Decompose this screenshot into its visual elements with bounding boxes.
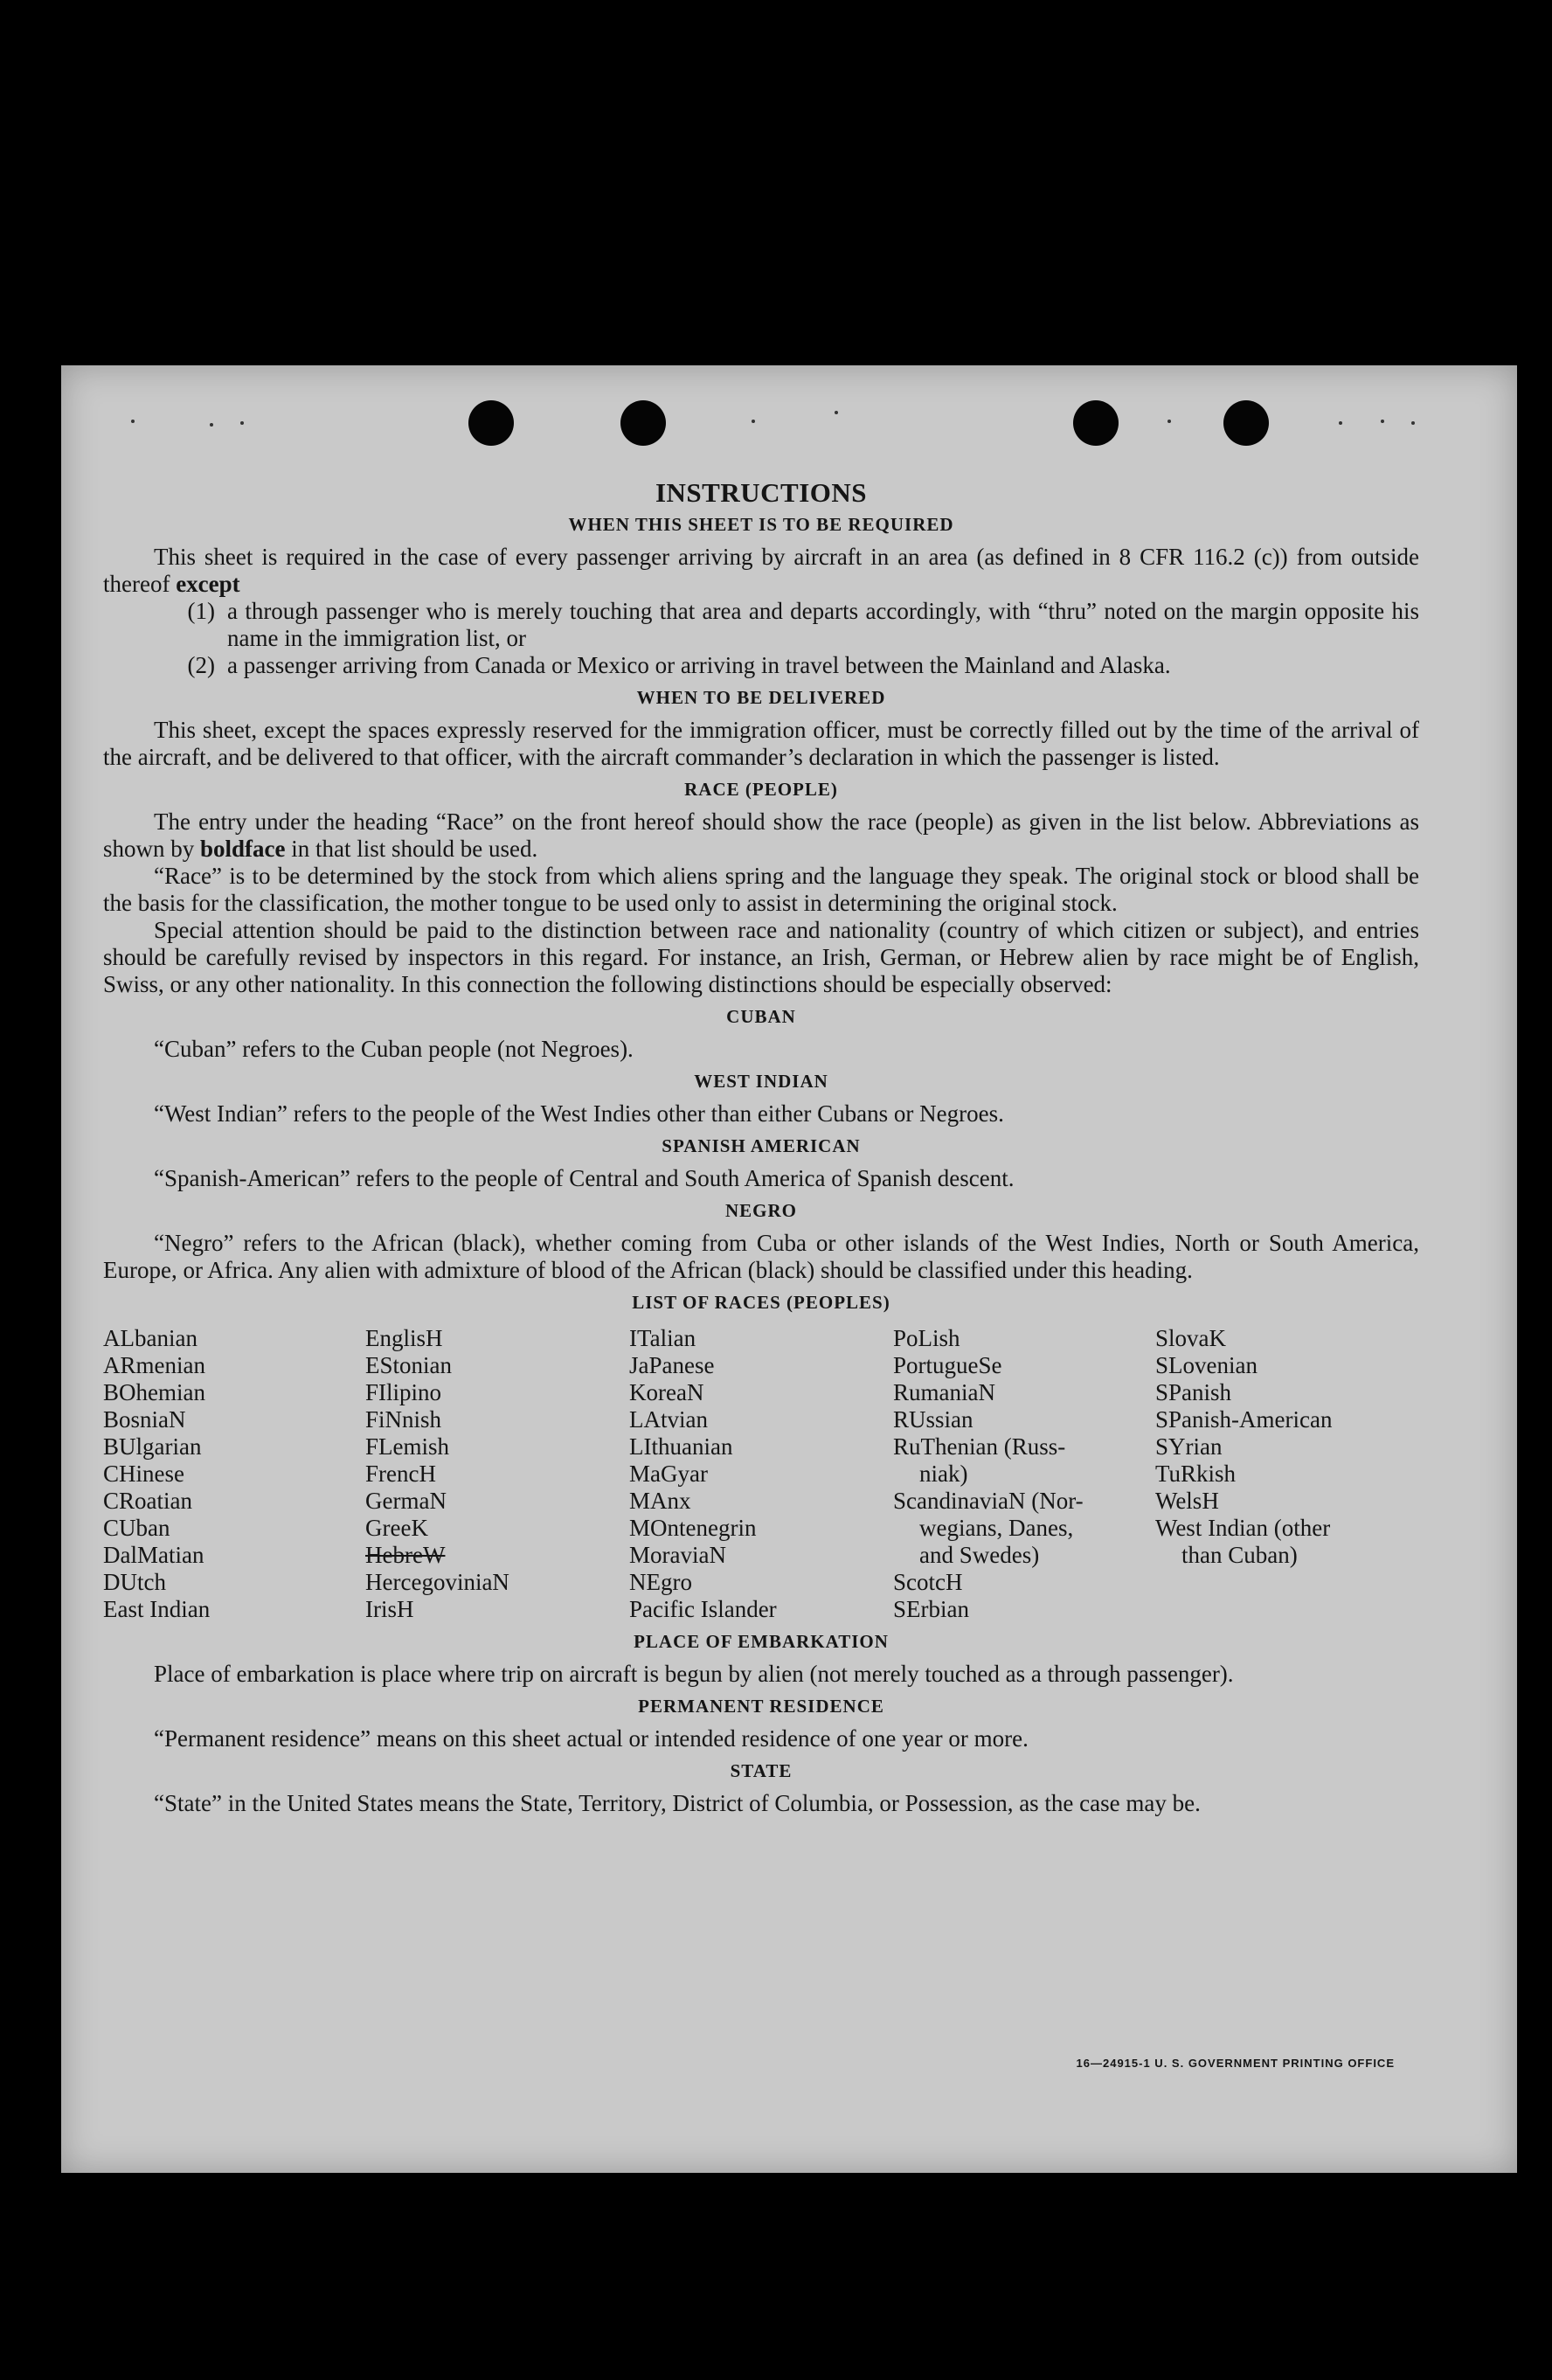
paper-speck <box>1339 421 1342 425</box>
item-text: a passenger arriving from Canada or Mexico or arriving in travel between the Mainland and Alaska. <box>227 652 1171 678</box>
paper-speck <box>210 423 213 427</box>
item-number: (2) <box>187 652 215 678</box>
race-entry: CRoatian <box>103 1488 192 1514</box>
race-entry-continued: wegians, Danes, <box>919 1515 1074 1541</box>
paragraph-when-delivered: This sheet, except the spaces expressly reserved for the immigration officer, must be correctly filled out by the time of the arrival of the aircraft, and be delivered to that officer, with the aircraft commander’s declaration in which the passenger is listed. <box>103 717 1419 770</box>
punch-hole <box>1223 400 1269 446</box>
paragraph-text: in that list should be used. <box>285 836 538 862</box>
punch-hole <box>468 400 514 446</box>
race-entry: WelsH <box>1155 1488 1219 1514</box>
race-entry: DUtch <box>103 1569 166 1595</box>
races-column <box>103 1325 365 1623</box>
race-entry: MOntenegrin <box>629 1515 757 1541</box>
item-number: (1) <box>187 598 215 624</box>
heading-cuban: CUBAN <box>726 1006 796 1027</box>
race-entry-struck: HebreW <box>365 1542 446 1568</box>
race-entry: EStonian <box>365 1352 452 1378</box>
race-entry: TuRkish <box>1155 1461 1237 1487</box>
heading-permanent-residence: PERMANENT RESIDENCE <box>638 1696 884 1717</box>
race-entry: NEgro <box>629 1569 692 1595</box>
race-entry: RuThenian (Russ- <box>893 1433 1066 1460</box>
heading-embarkation: PLACE OF EMBARKATION <box>634 1631 889 1652</box>
instructions-content <box>103 479 1419 1817</box>
race-entry: FIlipino <box>365 1379 442 1405</box>
race-entry: PortugueSe <box>893 1352 1002 1378</box>
race-entry: IrisH <box>365 1596 414 1622</box>
paper-speck <box>1167 420 1171 423</box>
heading-spanish-american: SPANISH AMERICAN <box>662 1135 861 1156</box>
race-entry: SLovenian <box>1155 1352 1258 1378</box>
heading-list-of-races: LIST OF RACES (PEOPLES) <box>632 1292 890 1313</box>
race-entry: FrencH <box>365 1461 436 1487</box>
race-entry: PoLish <box>893 1325 960 1351</box>
race-entry: JaPanese <box>629 1352 715 1378</box>
instruction-sheet <box>61 365 1517 2173</box>
race-entry: SErbian <box>893 1596 969 1622</box>
race-entry: MaGyar <box>629 1461 708 1487</box>
race-entry-continued: and Swedes) <box>919 1542 1040 1568</box>
race-entry-continued: niak) <box>919 1461 968 1487</box>
paper-speck <box>752 420 755 423</box>
bold-text: except <box>176 571 240 597</box>
list-item <box>103 652 1419 679</box>
race-entry: ARmenian <box>103 1352 205 1378</box>
heading-state: STATE <box>730 1760 793 1781</box>
heading-when-delivered: WHEN TO BE DELIVERED <box>636 687 886 708</box>
paragraph-negro: “Negro” refers to the African (black), whether coming from Cuba or other islands of the West Indies, North or South America, Europe, or Africa. Any alien with admixture of blood of the African (black) should be classified under this heading. <box>103 1230 1419 1283</box>
race-entry: ALbanian <box>103 1325 197 1351</box>
race-entry: HercegoviniaN <box>365 1569 509 1595</box>
race-entry: FiNnish <box>365 1406 442 1433</box>
paragraph-embarkation: Place of embarkation is place where trip on aircraft is begun by alien (not merely touched as a through passenger). <box>154 1661 1234 1687</box>
paragraph-cuban: “Cuban” refers to the Cuban people (not Negroes). <box>154 1036 634 1062</box>
punch-hole <box>1073 400 1119 446</box>
paper-speck <box>1381 420 1384 423</box>
race-entry: BOhemian <box>103 1379 205 1405</box>
race-entry: SPanish-American <box>1155 1406 1333 1433</box>
print-code: 16—24915-1 U. S. GOVERNMENT PRINTING OFFICE <box>1076 2057 1395 2070</box>
race-entry: LIthuanian <box>629 1433 733 1460</box>
paragraph-text: This sheet is required in the case of every passenger arriving by aircraft in an area (as defined in 8 CFR 116.2 (c)) from outside thereof <box>103 544 1419 597</box>
race-entry: SYrian <box>1155 1433 1223 1460</box>
paragraph-race-2: “Race” is to be determined by the stock from which aliens spring and the language they speak. The original stock or blood shall be the basis for the classification, the mother tongue to be used only to assist in determining the original stock. <box>103 863 1419 916</box>
race-entry: CHinese <box>103 1461 184 1487</box>
heading-west-indian: WEST INDIAN <box>694 1071 828 1092</box>
race-entry: RumaniaN <box>893 1379 995 1405</box>
race-entry: KoreaN <box>629 1379 704 1405</box>
paragraph-text: The entry under the heading “Race” on the front hereof should show the race (people) as given in the list below. Abbreviations as shown by <box>103 808 1419 862</box>
page-title: INSTRUCTIONS <box>655 477 867 508</box>
races-column <box>1155 1325 1419 1623</box>
race-entry-continued: than Cuban) <box>1181 1542 1298 1568</box>
race-entry: ScotcH <box>893 1569 963 1595</box>
race-entry: Pacific Islander <box>629 1596 777 1622</box>
punch-hole <box>620 400 666 446</box>
race-entry: EnglisH <box>365 1325 443 1351</box>
race-entry: ITalian <box>629 1325 696 1351</box>
race-entry: FLemish <box>365 1433 450 1460</box>
heading-when-required: WHEN THIS SHEET IS TO BE REQUIRED <box>568 514 954 535</box>
race-entry: MAnx <box>629 1488 691 1514</box>
race-entry: GermaN <box>365 1488 447 1514</box>
race-entry: GreeK <box>365 1515 428 1541</box>
paragraph-permanent-residence: “Permanent residence” means on this sheet actual or intended residence of one year or more. <box>154 1725 1029 1752</box>
races-list <box>103 1325 1419 1623</box>
paragraph-race-1 <box>103 808 1419 863</box>
race-entry: SPanish <box>1155 1379 1232 1405</box>
race-entry: CUban <box>103 1515 170 1541</box>
races-column <box>629 1325 893 1623</box>
paper-speck <box>131 420 135 423</box>
paragraph-west-indian: “West Indian” refers to the people of the West Indies other than either Cubans or Negroes. <box>154 1100 1004 1127</box>
races-column <box>365 1325 629 1623</box>
race-entry: LAtvian <box>629 1406 708 1433</box>
bold-text: boldface <box>200 836 286 862</box>
item-text: a through passenger who is merely touching that area and departs accordingly, with “thru” noted on the margin opposite his name in the immigration list, or <box>227 598 1419 651</box>
paper-speck <box>835 411 838 414</box>
race-entry: BUlgarian <box>103 1433 202 1460</box>
races-column <box>893 1325 1155 1623</box>
paper-speck <box>240 421 244 425</box>
list-item <box>103 598 1419 652</box>
race-entry: DalMatian <box>103 1542 204 1568</box>
paragraph-when-required <box>103 544 1419 598</box>
paragraph-state: “State” in the United States means the State, Territory, District of Columbia, or Possession, as the case may be. <box>154 1790 1201 1816</box>
heading-negro: NEGRO <box>724 1200 797 1221</box>
paper-speck <box>1411 421 1415 425</box>
race-entry: East Indian <box>103 1596 211 1622</box>
paragraph-race-3: Special attention should be paid to the distinction between race and nationality (country of which citizen or subject), and entries should be carefully revised by inspectors in this regard. For instance, an Irish, German, or Hebrew alien by race might be of English, Swiss, or any other nationality. In this connection the following distinctions should be especially observed: <box>103 917 1419 997</box>
heading-race: RACE (PEOPLE) <box>684 779 838 800</box>
race-entry: ScandinaviaN (Nor- <box>893 1488 1084 1514</box>
race-entry: SlovaK <box>1155 1325 1226 1351</box>
race-entry: RUssian <box>893 1406 973 1433</box>
race-entry: MoraviaN <box>629 1542 726 1568</box>
race-entry: West Indian (other <box>1155 1515 1331 1541</box>
paragraph-spanish-american: “Spanish-American” refers to the people of Central and South America of Spanish descent. <box>154 1165 1015 1191</box>
race-entry: BosniaN <box>103 1406 186 1433</box>
